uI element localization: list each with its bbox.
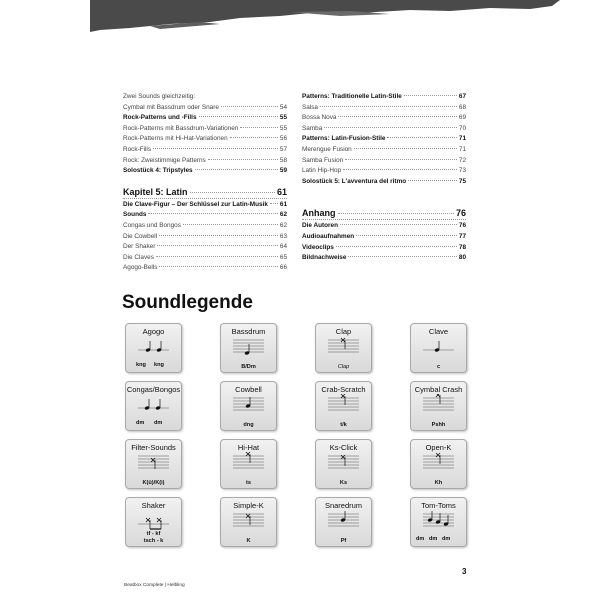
- toc-entry: [302, 124, 466, 135]
- sound-card-name: Crab-Scratch: [321, 385, 366, 394]
- toc-entry-page: 77: [458, 232, 466, 240]
- toc-entry-title: Rock-Fills: [123, 145, 152, 153]
- toc-entry: [123, 113, 287, 124]
- footer-text: Beatbox Complete | Helbling: [124, 583, 185, 588]
- toc-entry-title: Salsa: [302, 103, 318, 111]
- sound-card-name: Bassdrum: [231, 327, 266, 336]
- toc-entry-page: 54: [279, 103, 287, 111]
- toc-entry-title: Patterns: Latin-Fusion-Stile: [302, 135, 386, 143]
- toc-entry-page: 80: [458, 254, 466, 262]
- sound-card-crab-scratch: [315, 381, 372, 431]
- dot-leader: [156, 256, 278, 257]
- toc-entry-page: 71: [458, 135, 466, 143]
- sound-card-name: Cymbal Crash: [414, 385, 463, 394]
- toc-entry-title: Rock-Patterns und -Fills: [123, 114, 197, 122]
- sound-card-name: Congas/Bongos: [126, 385, 181, 394]
- sound-card-name: Ks-Click: [329, 443, 358, 452]
- page-number: 3: [462, 567, 467, 576]
- sound-card-name: Filter-Sounds: [131, 443, 176, 452]
- sound-card-name: Snaredrum: [324, 501, 363, 510]
- toc-entry-title: Rock-Patterns mit Bassdrum-Variationen: [123, 124, 239, 132]
- toc-entry-page: 55: [279, 114, 287, 122]
- sound-card-snaredrum: [315, 497, 372, 547]
- sound-card-open-k: [410, 439, 467, 489]
- toc-right-column: [302, 92, 466, 264]
- toc-entry-title: Die Clave-Figur – Der Schlüssel zur Latin-Musik: [123, 200, 268, 208]
- dot-leader: [183, 224, 278, 225]
- sound-card-name: Simple-K: [233, 501, 264, 510]
- syllable-line: K(ü)/K(i): [142, 479, 165, 486]
- dot-leader: [354, 148, 457, 149]
- toc-entry-page: 61: [279, 200, 287, 208]
- sound-card-syllable: [221, 480, 276, 487]
- toc-entry-title: Patterns: Traditionelle Latin-Stile: [302, 93, 402, 100]
- sound-card-name: Cowbell: [235, 385, 262, 394]
- sound-card-congas-bongos: [125, 381, 182, 431]
- sound-card-syllable: [126, 480, 181, 487]
- dot-leader: [356, 235, 457, 236]
- toc-entry: [123, 210, 287, 221]
- toc-entry-page: 63: [279, 232, 287, 240]
- toc-entry-page: 71: [458, 145, 466, 153]
- dot-leader: [340, 224, 457, 225]
- dot-leader: [320, 106, 457, 107]
- toc-entry: [123, 124, 287, 135]
- toc-entry: [123, 103, 287, 114]
- toc-entry-title: Agogo-Bells: [123, 264, 158, 272]
- sound-card-name: Clave: [428, 327, 449, 336]
- sound-card-syllable: [221, 422, 276, 429]
- sound-card-tom-toms: [410, 497, 467, 547]
- toc-entry-page: 66: [279, 264, 287, 272]
- dot-leader: [195, 169, 278, 170]
- sound-card-filter-sounds: [125, 439, 182, 489]
- toc-entry-title: Rock: Zweistimmige Patterns: [123, 156, 206, 164]
- toc-entry-page: 59: [279, 167, 287, 175]
- dot-leader: [404, 95, 457, 96]
- toc-entry: [302, 243, 466, 254]
- toc-entry: [123, 221, 287, 232]
- toc-entry-page: 78: [458, 243, 466, 251]
- sound-card-hi-hat: [220, 439, 277, 489]
- toc-entry: [302, 232, 466, 243]
- syllable-line: B/Dm: [241, 363, 256, 370]
- sound-card-syllable: [411, 364, 466, 371]
- syllable-line: dng: [243, 421, 254, 428]
- syllable-line: tf - kf: [146, 531, 161, 537]
- sound-card-syllable: dm: [136, 420, 145, 426]
- toc-entry: [123, 145, 287, 156]
- toc-entry-title: Die Cowbell: [123, 232, 158, 240]
- toc-entry-title: Samba: [302, 124, 323, 132]
- toc-entry-title: Bossa Nova: [302, 114, 337, 122]
- sound-legend-grid: [125, 323, 465, 553]
- toc-entry: [302, 113, 466, 124]
- toc-entry-page: 68: [458, 103, 466, 111]
- toc-entry-page: 64: [279, 243, 287, 251]
- toc-entry-title: Samba Fusion: [302, 156, 344, 164]
- sound-card-ks-click: [315, 439, 372, 489]
- syllable-line: Pshh: [431, 421, 446, 428]
- toc-entry: [123, 166, 287, 177]
- toc-entry: [302, 221, 466, 232]
- toc-entry-page: 72: [458, 156, 466, 164]
- dot-leader: [199, 116, 278, 117]
- toc-entry-title: Latin Hip-Hop: [302, 167, 342, 175]
- toc-entry: [302, 134, 466, 145]
- toc-entry-title: Der Shaker: [123, 243, 156, 251]
- sound-card-syllable: dm: [442, 536, 451, 542]
- syllable-line: tsch - k: [143, 537, 164, 544]
- toc-entry: [123, 232, 287, 243]
- sound-card-cymbal-crash: [410, 381, 467, 431]
- sound-card-syllable: [221, 364, 276, 371]
- dot-leader: [208, 159, 278, 160]
- toc-entry-page: 73: [458, 167, 466, 175]
- toc-entry: [123, 263, 287, 274]
- toc-entry-title: Sounds: [123, 211, 147, 219]
- sound-card-syllable: [316, 422, 371, 429]
- sound-card-syllable: dm: [429, 536, 438, 542]
- sound-card-agogo: [125, 323, 182, 373]
- toc-entry: [123, 253, 287, 264]
- dot-leader: [159, 266, 277, 267]
- syllable-line: Clap: [337, 363, 350, 370]
- toc-entry-title: Audioaufnahmen: [302, 232, 355, 240]
- toc-entry-title: Cymbal mit Bassdrum oder Snare: [123, 103, 219, 111]
- dot-leader: [159, 235, 278, 236]
- dot-leader: [148, 213, 277, 214]
- toc-entry-title: Solostück 5: L'avventura del ritmo: [302, 177, 407, 185]
- dot-leader: [387, 137, 456, 138]
- syllable-line: K: [246, 537, 251, 544]
- sound-card-syllable: [411, 422, 466, 429]
- chapter-heading: Anhang 76: [302, 208, 466, 219]
- toc-entry: [123, 156, 287, 167]
- sound-card-clap: [315, 323, 372, 373]
- sound-card-syllable: [316, 364, 371, 371]
- toc-entry-title: Videoclips: [302, 243, 334, 251]
- toc-entry-title: Solostück 4: Tripstyles: [123, 167, 193, 175]
- toc-entry: [123, 134, 287, 145]
- dot-leader: [338, 116, 456, 117]
- dot-leader: [348, 256, 456, 257]
- toc-entry: [123, 200, 287, 211]
- toc-entry-page: 57: [279, 145, 287, 153]
- toc-entry-page: 69: [458, 114, 466, 122]
- toc-entry: [302, 145, 466, 156]
- toc-entry-title: Die Claves: [123, 253, 154, 261]
- sound-card-name: Shaker: [141, 501, 166, 510]
- toc-entry-title: Die Autoren: [302, 222, 338, 230]
- toc-entry-page: 58: [279, 156, 287, 164]
- toc-entry: [302, 177, 466, 188]
- toc-entry-title: Congas und Bongos: [123, 221, 181, 229]
- toc-entry: [123, 92, 287, 103]
- sound-card-syllable: [316, 538, 371, 545]
- sound-card-syllable: kng: [154, 362, 164, 368]
- dot-leader: [157, 245, 278, 246]
- dot-leader: [336, 246, 457, 247]
- sound-card-syllable: [411, 480, 466, 487]
- toc-entry: [123, 242, 287, 253]
- toc-entry: [302, 156, 466, 167]
- sound-card-syllable: kng: [136, 362, 146, 368]
- toc-entry-page: 65: [279, 253, 287, 261]
- toc-entry-page: 55: [279, 124, 287, 132]
- sound-card-syllable: [316, 480, 371, 487]
- toc-entry-page: 67: [458, 93, 466, 100]
- sound-card-syllable: dm: [154, 420, 163, 426]
- dot-leader: [343, 169, 457, 170]
- toc-entry-page: 76: [458, 222, 466, 230]
- toc-entry-page: 70: [458, 124, 466, 132]
- sound-card-clave: [410, 323, 467, 373]
- toc-entry-title: Merengue Fusion: [302, 145, 352, 153]
- sound-card-name: Hi-Hat: [237, 443, 260, 452]
- toc-entry-title: Bildnachweise: [302, 254, 347, 262]
- dot-leader: [324, 127, 457, 128]
- brush-stroke-header: [90, 0, 560, 32]
- sound-card-name: Open-K: [425, 443, 452, 452]
- toc-left-column: [123, 92, 287, 274]
- sound-card-syllable: dm: [416, 536, 425, 542]
- syllable-line: ts: [246, 479, 251, 486]
- sound-card-simple-k: [220, 497, 277, 547]
- toc-entry-page: 75: [458, 177, 466, 185]
- syllable-line: Kh: [434, 479, 443, 486]
- syllable-line: t/k: [340, 421, 347, 428]
- toc-entry: [302, 253, 466, 264]
- dot-leader: [345, 159, 457, 160]
- sound-card-cowbell: [220, 381, 277, 431]
- toc-entry-page: 56: [279, 135, 287, 143]
- section-title: Soundlegende: [122, 292, 253, 313]
- sound-card-name: Agogo: [142, 327, 165, 336]
- toc-entry: [302, 166, 466, 177]
- toc-entry-title: Zwei Sounds gleichzeitig:: [123, 93, 196, 100]
- toc-entry-title: Rock-Patterns mit Hi-Hat-Variationen: [123, 135, 228, 143]
- toc-entry: [302, 92, 466, 103]
- sound-card-syllable: [126, 531, 181, 544]
- syllable-line: Pf: [340, 537, 347, 544]
- sound-card-name: Clap: [335, 327, 352, 336]
- sound-card-bassdrum: [220, 323, 277, 373]
- sound-card-syllable: [221, 538, 276, 545]
- sound-card-name: Tom-Toms: [421, 501, 456, 510]
- syllable-line: c: [436, 363, 441, 370]
- dot-leader: [270, 203, 278, 204]
- toc-entry: [302, 103, 466, 114]
- toc-entry-page: 62: [279, 211, 287, 219]
- dot-leader: [240, 127, 278, 128]
- chapter-heading: Kapitel 5: Latin 61: [123, 186, 287, 197]
- dot-leader: [221, 106, 278, 107]
- dot-leader: [230, 137, 278, 138]
- syllable-line: Ks: [339, 479, 348, 486]
- sound-card-shaker: [125, 497, 182, 547]
- dot-leader: [408, 180, 457, 181]
- dot-leader: [153, 148, 278, 149]
- toc-entry-page: 62: [279, 221, 287, 229]
